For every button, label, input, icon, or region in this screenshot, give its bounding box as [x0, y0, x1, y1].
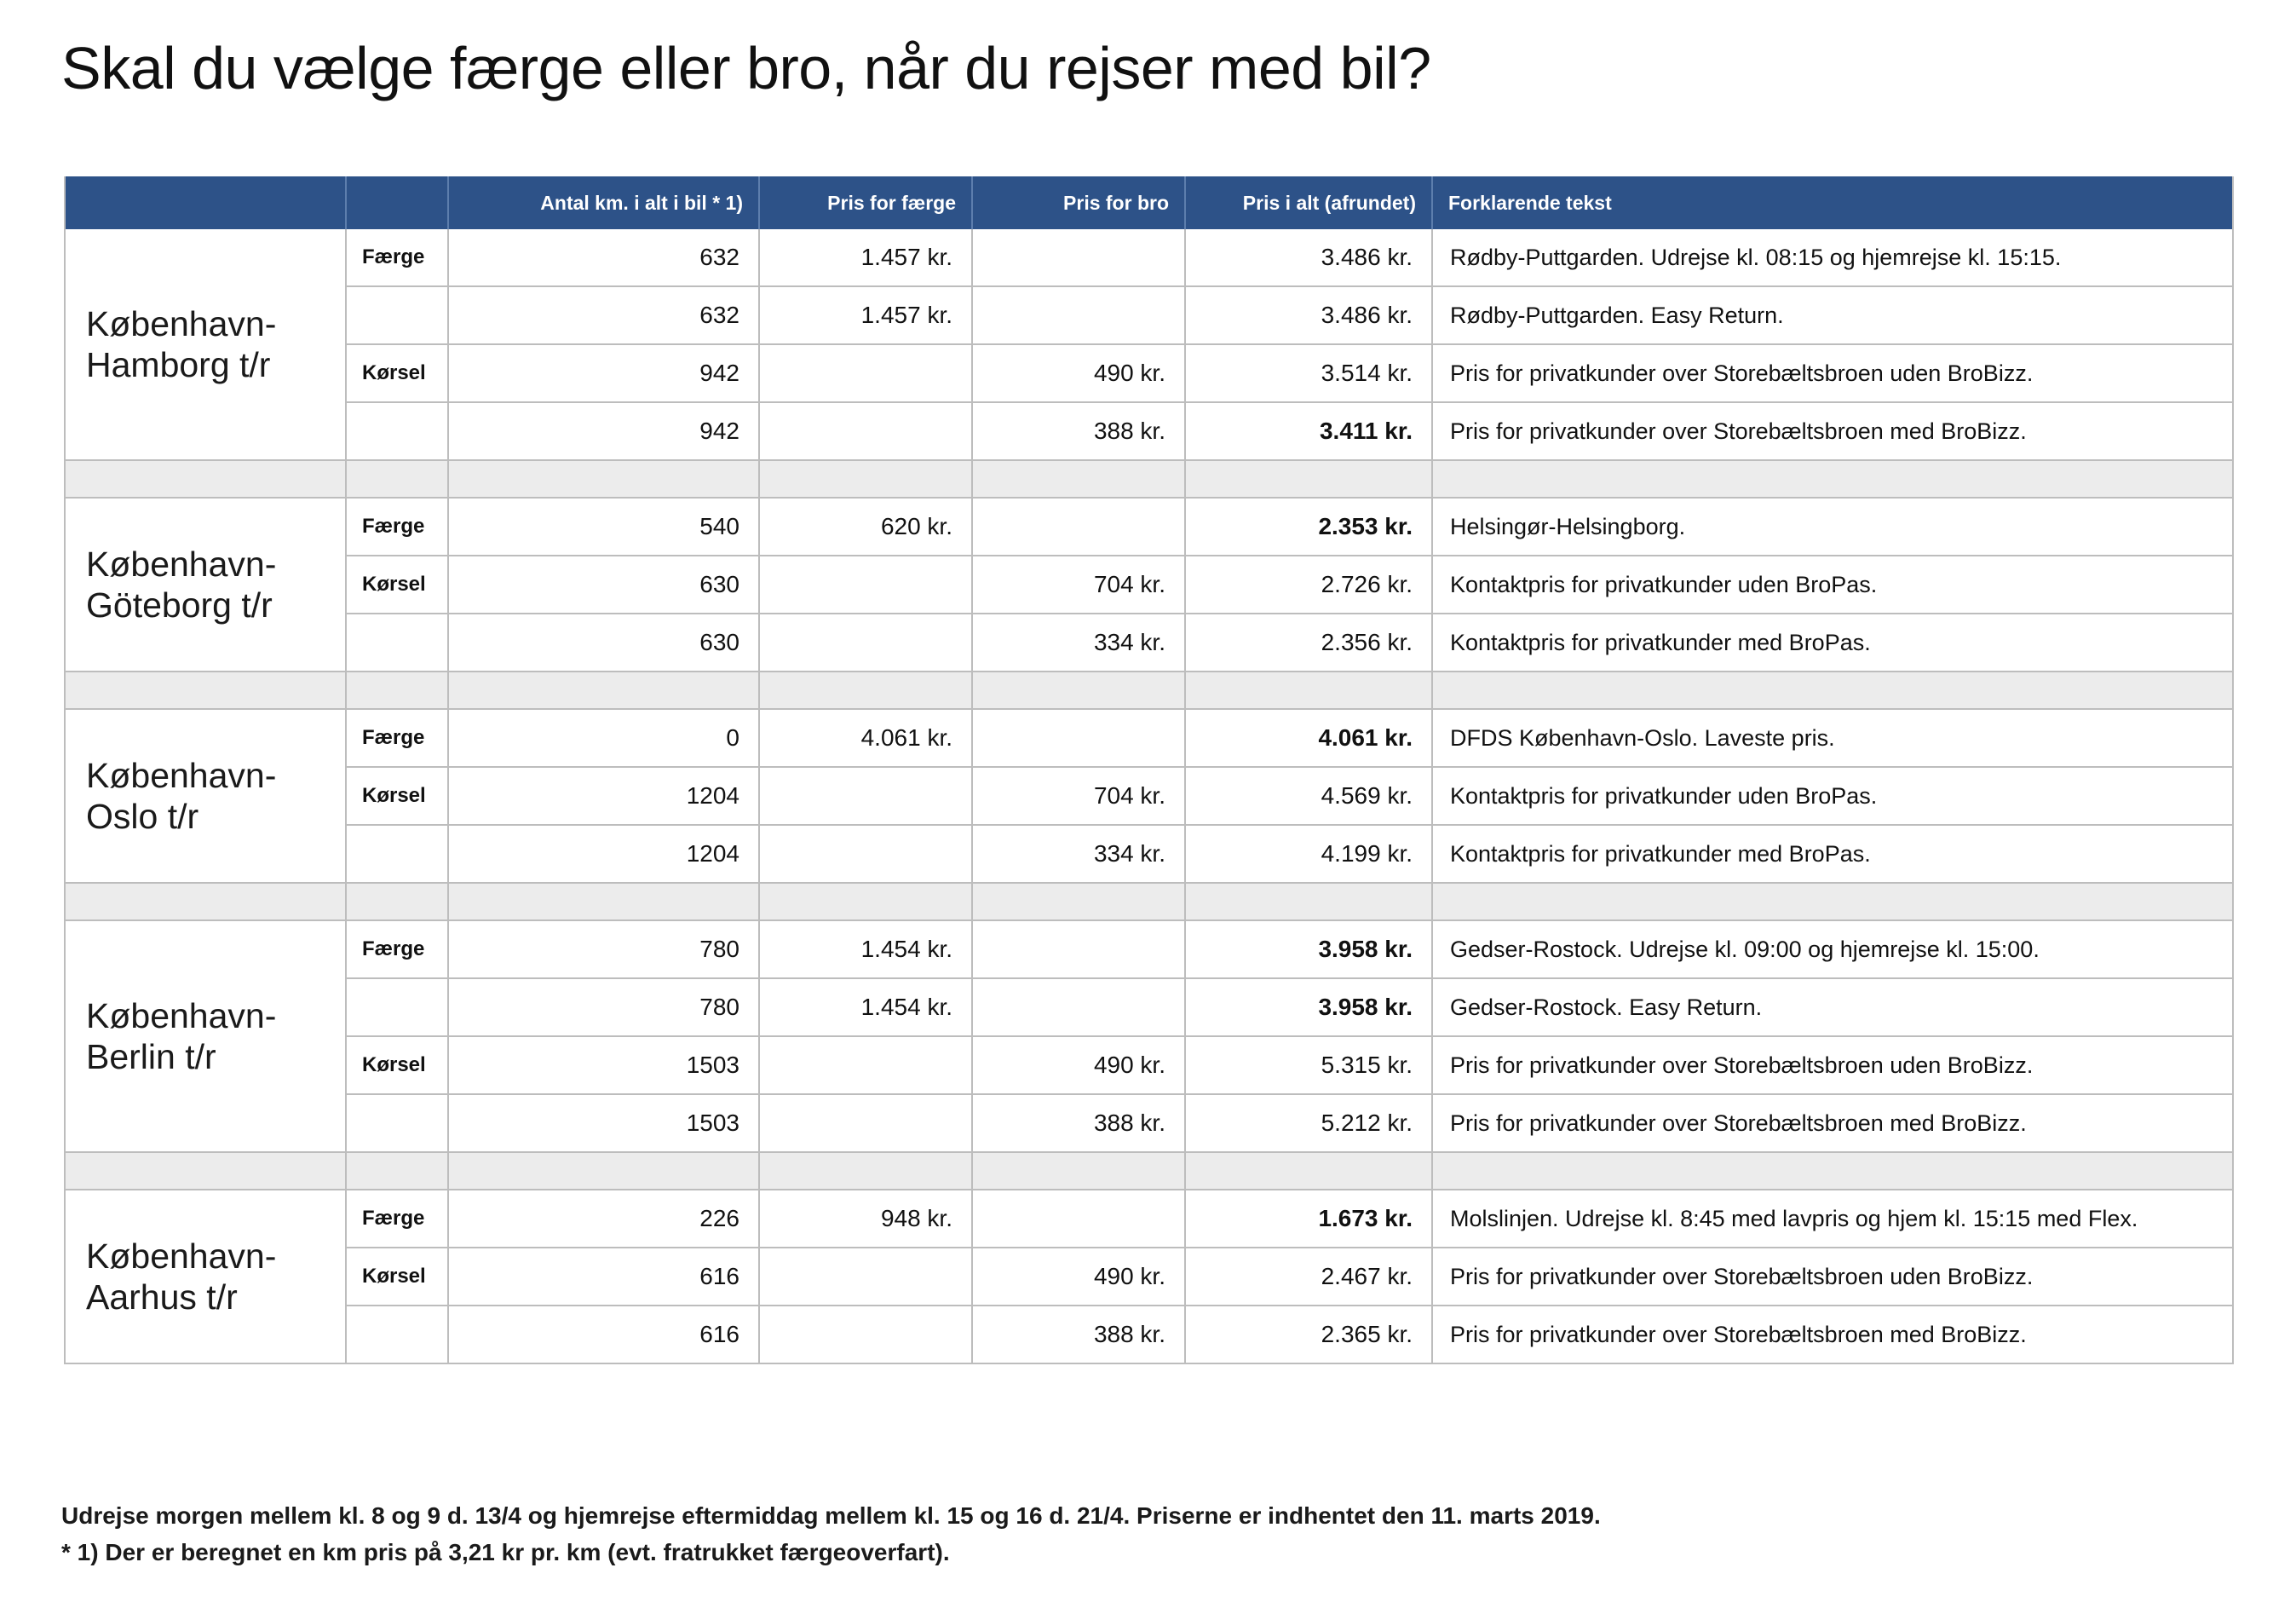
route-label: København- Göteborg t/r — [65, 498, 346, 672]
bridge-price-value — [972, 286, 1185, 344]
bridge-price-value: 388 kr. — [972, 1306, 1185, 1363]
description-text: Gedser-Rostock. Easy Return. — [1432, 978, 2233, 1036]
table-row — [65, 1190, 2233, 1248]
spacer-cell — [448, 883, 759, 920]
footnotes — [61, 1497, 2242, 1571]
description-text: Kontaktpris for privatkunder uden BroPas. — [1432, 767, 2233, 825]
km-value: 942 — [448, 402, 759, 460]
column-header-km: Antal km. i alt i bil * 1) — [448, 176, 759, 229]
bridge-price-value — [972, 498, 1185, 556]
table-row — [65, 402, 2233, 460]
bridge-price-value — [972, 920, 1185, 978]
bridge-price-value: 334 kr. — [972, 825, 1185, 883]
description-text: Pris for privatkunder over Storebæltsbroen med BroBizz. — [1432, 402, 2233, 460]
total-price-value: 3.486 kr. — [1185, 229, 1432, 286]
transport-mode-label — [346, 1306, 448, 1363]
table-row — [65, 1248, 2233, 1306]
footnote-travel-times: Udrejse morgen mellem kl. 8 og 9 d. 13/4 og hjemrejse eftermiddag mellem kl. 15 og 16 d. 21/4. Priserne er indhentet den 11. marts 2019. — [61, 1502, 1601, 1529]
spacer-cell — [346, 1152, 448, 1190]
table-row — [65, 1094, 2233, 1152]
ferry-price-value — [759, 1306, 972, 1363]
total-price-value: 3.514 kr. — [1185, 344, 1432, 402]
ferry-price-value — [759, 402, 972, 460]
column-header-ferry: Pris for færge — [759, 176, 972, 229]
bridge-price-value — [972, 229, 1185, 286]
spacer-cell — [448, 460, 759, 498]
page-title: Skal du vælge færge eller bro, når du rejser med bil? — [61, 35, 1431, 101]
spacer-cell — [1432, 672, 2233, 709]
transport-mode-label: Færge — [346, 229, 448, 286]
route-label: København- Berlin t/r — [65, 920, 346, 1152]
description-text: Pris for privatkunder over Storebæltsbroen uden BroBizz. — [1432, 1036, 2233, 1094]
total-price-value: 3.486 kr. — [1185, 286, 1432, 344]
column-header-mode — [346, 176, 448, 229]
bridge-price-value — [972, 1190, 1185, 1248]
table-row — [65, 825, 2233, 883]
route-label: København- Oslo t/r — [65, 709, 346, 883]
transport-mode-label — [346, 825, 448, 883]
route-label: København- Hamborg t/r — [65, 229, 346, 460]
km-value: 632 — [448, 286, 759, 344]
table-row — [65, 920, 2233, 978]
spacer-cell — [448, 672, 759, 709]
km-value: 942 — [448, 344, 759, 402]
bridge-price-value: 704 kr. — [972, 556, 1185, 614]
table-row — [65, 286, 2233, 344]
spacer-cell — [972, 460, 1185, 498]
km-value: 540 — [448, 498, 759, 556]
description-text: Helsingør-Helsingborg. — [1432, 498, 2233, 556]
table-row — [65, 498, 2233, 556]
total-price-value: 4.569 kr. — [1185, 767, 1432, 825]
table-header — [65, 176, 2233, 229]
description-text: Kontaktpris for privatkunder med BroPas. — [1432, 825, 2233, 883]
description-text: Rødby-Puttgarden. Udrejse kl. 08:15 og hjemrejse kl. 15:15. — [1432, 229, 2233, 286]
transport-mode-label: Færge — [346, 709, 448, 767]
transport-mode-label — [346, 286, 448, 344]
ferry-price-value: 1.454 kr. — [759, 978, 972, 1036]
table-row — [65, 767, 2233, 825]
transport-mode-label — [346, 614, 448, 672]
spacer-cell — [1432, 460, 2233, 498]
ferry-price-value — [759, 1248, 972, 1306]
description-text: Molslinjen. Udrejse kl. 8:45 med lavpris og hjem kl. 15:15 med Flex. — [1432, 1190, 2233, 1248]
block-spacer-row — [65, 672, 2233, 709]
km-value: 616 — [448, 1248, 759, 1306]
spacer-cell — [759, 883, 972, 920]
transport-mode-label: Kørsel — [346, 767, 448, 825]
total-price-value: 3.958 kr. — [1185, 920, 1432, 978]
description-text: Pris for privatkunder over Storebæltsbroen uden BroBizz. — [1432, 1248, 2233, 1306]
total-price-value: 2.365 kr. — [1185, 1306, 1432, 1363]
total-price-value: 3.958 kr. — [1185, 978, 1432, 1036]
column-header-bridge: Pris for bro — [972, 176, 1185, 229]
spacer-cell — [65, 460, 346, 498]
block-spacer-row — [65, 460, 2233, 498]
total-price-value: 2.356 kr. — [1185, 614, 1432, 672]
transport-mode-label — [346, 402, 448, 460]
block-spacer-row — [65, 883, 2233, 920]
description-text: Kontaktpris for privatkunder med BroPas. — [1432, 614, 2233, 672]
ferry-price-value — [759, 344, 972, 402]
table-row — [65, 344, 2233, 402]
spacer-cell — [65, 1152, 346, 1190]
total-price-value: 5.212 kr. — [1185, 1094, 1432, 1152]
km-value: 780 — [448, 978, 759, 1036]
transport-mode-label: Færge — [346, 920, 448, 978]
total-price-value: 2.726 kr. — [1185, 556, 1432, 614]
km-value: 632 — [448, 229, 759, 286]
ferry-price-value — [759, 614, 972, 672]
table-row — [65, 614, 2233, 672]
total-price-value: 3.411 kr. — [1185, 402, 1432, 460]
description-text: Gedser-Rostock. Udrejse kl. 09:00 og hjemrejse kl. 15:00. — [1432, 920, 2233, 978]
km-value: 1204 — [448, 767, 759, 825]
spacer-cell — [972, 672, 1185, 709]
description-text: Pris for privatkunder over Storebæltsbroen uden BroBizz. — [1432, 344, 2233, 402]
transport-mode-label: Kørsel — [346, 556, 448, 614]
column-header-total: Pris i alt (afrundet) — [1185, 176, 1432, 229]
bridge-price-value — [972, 978, 1185, 1036]
km-value: 1503 — [448, 1036, 759, 1094]
route-label: København- Aarhus t/r — [65, 1190, 346, 1363]
description-text: Rødby-Puttgarden. Easy Return. — [1432, 286, 2233, 344]
bridge-price-value: 388 kr. — [972, 402, 1185, 460]
description-text: DFDS København-Oslo. Laveste pris. — [1432, 709, 2233, 767]
ferry-price-value: 1.457 kr. — [759, 286, 972, 344]
spacer-cell — [759, 1152, 972, 1190]
total-price-value: 1.673 kr. — [1185, 1190, 1432, 1248]
total-price-value: 5.315 kr. — [1185, 1036, 1432, 1094]
block-spacer-row — [65, 1152, 2233, 1190]
fare-table — [64, 176, 2234, 1364]
km-value: 630 — [448, 614, 759, 672]
ferry-price-value — [759, 1036, 972, 1094]
spacer-cell — [346, 672, 448, 709]
table-row — [65, 709, 2233, 767]
km-value: 780 — [448, 920, 759, 978]
transport-mode-label: Færge — [346, 498, 448, 556]
spacer-cell — [972, 883, 1185, 920]
spacer-cell — [759, 460, 972, 498]
total-price-value: 4.199 kr. — [1185, 825, 1432, 883]
transport-mode-label: Kørsel — [346, 1248, 448, 1306]
bridge-price-value: 490 kr. — [972, 1036, 1185, 1094]
table-row — [65, 229, 2233, 286]
spacer-cell — [1185, 460, 1432, 498]
ferry-price-value: 1.454 kr. — [759, 920, 972, 978]
table-row — [65, 1036, 2233, 1094]
spacer-cell — [346, 460, 448, 498]
spacer-cell — [1185, 1152, 1432, 1190]
bridge-price-value: 490 kr. — [972, 1248, 1185, 1306]
bridge-price-value: 490 kr. — [972, 344, 1185, 402]
total-price-value: 4.061 kr. — [1185, 709, 1432, 767]
spacer-cell — [448, 1152, 759, 1190]
ferry-price-value: 948 kr. — [759, 1190, 972, 1248]
spacer-cell — [1185, 672, 1432, 709]
transport-mode-label: Færge — [346, 1190, 448, 1248]
spacer-cell — [65, 883, 346, 920]
km-value: 616 — [448, 1306, 759, 1363]
table-row — [65, 1306, 2233, 1363]
km-value: 630 — [448, 556, 759, 614]
ferry-price-value: 4.061 kr. — [759, 709, 972, 767]
spacer-cell — [1185, 883, 1432, 920]
bridge-price-value: 388 kr. — [972, 1094, 1185, 1152]
spacer-cell — [346, 883, 448, 920]
transport-mode-label: Kørsel — [346, 344, 448, 402]
transport-mode-label — [346, 978, 448, 1036]
ferry-price-value: 620 kr. — [759, 498, 972, 556]
spacer-cell — [65, 672, 346, 709]
description-text: Kontaktpris for privatkunder uden BroPas. — [1432, 556, 2233, 614]
spacer-cell — [972, 1152, 1185, 1190]
ferry-price-value — [759, 767, 972, 825]
column-header-route — [65, 176, 346, 229]
bridge-price-value: 704 kr. — [972, 767, 1185, 825]
spacer-cell — [1432, 1152, 2233, 1190]
fare-table-container — [64, 176, 2232, 1364]
column-header-description: Forklarende tekst — [1432, 176, 2233, 229]
table-body — [65, 229, 2233, 1363]
km-value: 1204 — [448, 825, 759, 883]
table-row — [65, 556, 2233, 614]
footnote-km-price: * 1) Der er beregnet en km pris på 3,21 kr pr. km (evt. fratrukket færgeoverfart). — [61, 1539, 950, 1566]
bridge-price-value — [972, 709, 1185, 767]
table-row — [65, 978, 2233, 1036]
bridge-price-value: 334 kr. — [972, 614, 1185, 672]
km-value: 0 — [448, 709, 759, 767]
ferry-price-value — [759, 825, 972, 883]
description-text: Pris for privatkunder over Storebæltsbroen med BroBizz. — [1432, 1094, 2233, 1152]
table-header-row — [65, 176, 2233, 229]
total-price-value: 2.467 kr. — [1185, 1248, 1432, 1306]
km-value: 1503 — [448, 1094, 759, 1152]
transport-mode-label — [346, 1094, 448, 1152]
ferry-price-value: 1.457 kr. — [759, 229, 972, 286]
km-value: 226 — [448, 1190, 759, 1248]
description-text: Pris for privatkunder over Storebæltsbroen med BroBizz. — [1432, 1306, 2233, 1363]
transport-mode-label: Kørsel — [346, 1036, 448, 1094]
ferry-price-value — [759, 1094, 972, 1152]
ferry-price-value — [759, 556, 972, 614]
spacer-cell — [759, 672, 972, 709]
total-price-value: 2.353 kr. — [1185, 498, 1432, 556]
spacer-cell — [1432, 883, 2233, 920]
